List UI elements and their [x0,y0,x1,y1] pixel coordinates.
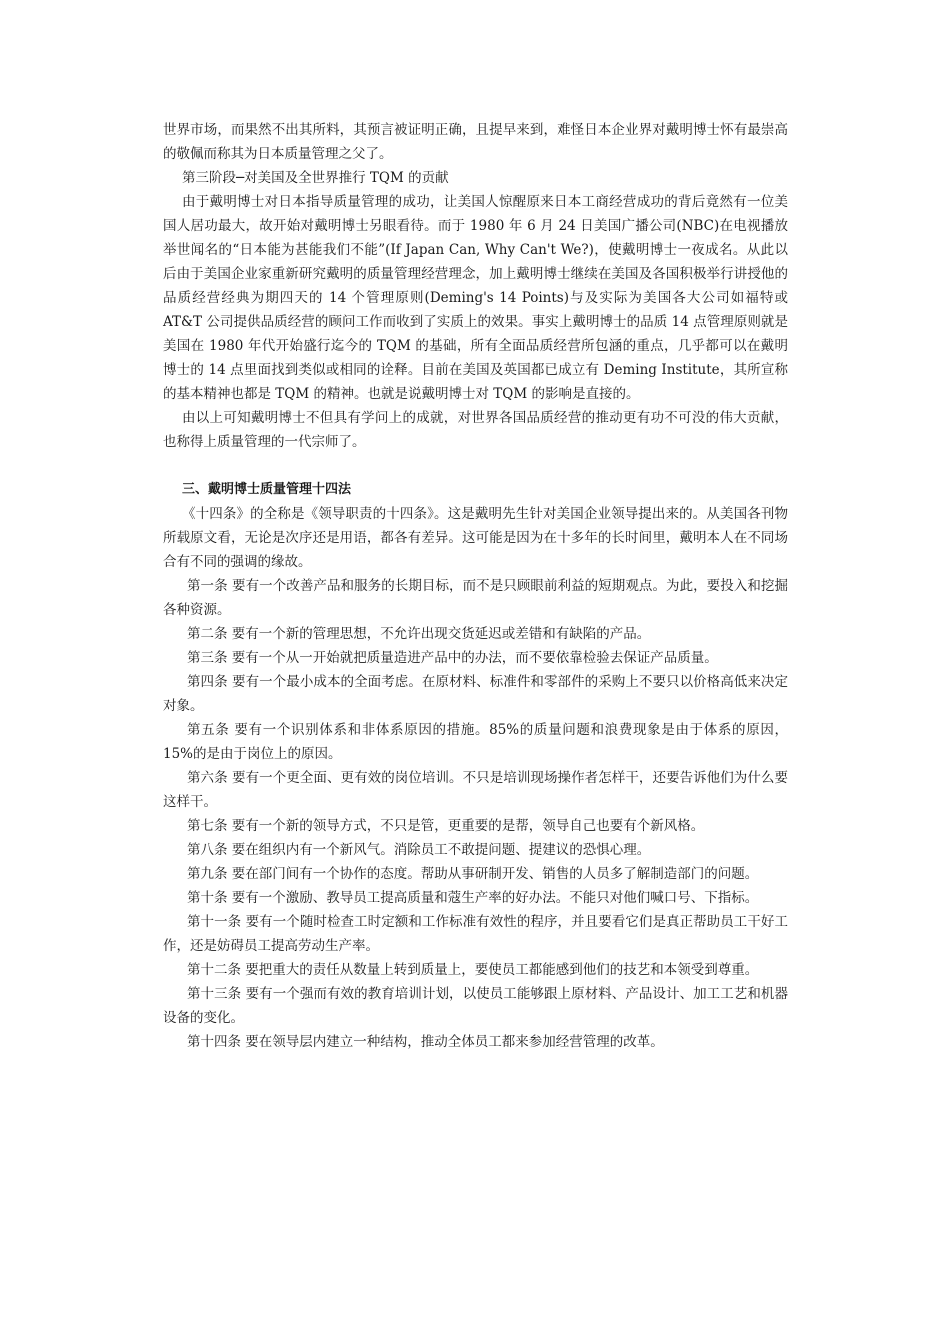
article-1: 第一条 要有一个改善产品和服务的长期目标，而不是只顾眼前利益的短期观点。为此，要投入和挖掘各种资源。 [163,578,788,618]
article-10: 第十条 要有一个激励、教导员工提高质量和蔻生产率的好办法。不能只对他们喊口号、下指标。 [187,890,759,906]
article-2: 第二条 要有一个新的管理思想，不允许出现交货延迟或差错和有缺陷的产品。 [187,626,651,642]
section-heading: 三、戴明博士质量管理十四法 [182,482,352,497]
article-14: 第十四条 要在领导层内建立一种结构，推动全体员工都来参加经营管理的改革。 [187,1034,664,1050]
article-11: 第十一条 要有一个随时检查工时定额和工作标准有效性的程序，并且要看它们是真正帮助员工干好工作，还是妨碍员工提高劳动生产率。 [163,914,788,954]
stage-three-subtitle: 第三阶段─对美国及全世界推行 TQM 的贡献 [182,170,449,186]
article-6: 第六条 要有一个更全面、更有效的岗位培训。不只是培训现场操作者怎样干，还要告诉他们为什么要这样干。 [163,770,788,810]
article-5: 第五条 要有一个识别体系和非体系原因的措施。85%的质量问题和浪费现象是由于体系的原因，15%的是由于岗位上的原因。 [163,722,788,762]
paragraph-summary: 由以上可知戴明博士不但具有学问上的成就，对世界各国品质经营的推动更有功不可没的伟大贡献，也称得上质量管理的一代宗师了。 [163,410,788,450]
article-8: 第八条 要在组织内有一个新风气。消除员工不敢提问题、提建议的恐惧心理。 [187,842,651,858]
article-3: 第三条 要有一个从一开始就把质量造进产品中的办法，而不要依靠检验去保证产品质量。 [187,650,718,666]
document-page [163,118,788,1054]
paragraph-continuation: 世界市场，而果然不出其所料，其预言被证明正确，且提早来到，难怪日本企业界对戴明博士怀有最崇高的敬佩而称其为日本质量管理之父了。 [163,122,788,162]
article-13: 第十三条 要有一个强而有效的教育培训计划，以使员工能够跟上原材料、产品设计、加工工艺和机器设备的变化。 [163,986,788,1026]
article-4: 第四条 要有一个最小成本的全面考虑。在原材料、标准件和零部件的采购上不要只以价格高低来决定对象。 [163,674,788,714]
article-9: 第九条 要在部门间有一个协作的态度。帮助从事研制开发、销售的人员多了解制造部门的问题。 [187,866,759,882]
section-intro: 《十四条》的全称是《领导职责的十四条》。这是戴明先生针对美国企业领导提出来的。从美国各刊物所载原文看，无论是次序还是用语，都各有差异。这可能是因为在十多年的长时间里，戴明本人在不同场合有不同的强调的缘故。 [163,506,788,570]
article-7: 第七条 要有一个新的领导方式，不只是管，更重要的是帮，领导自己也要有个新风格。 [187,818,705,834]
article-12: 第十二条 要把重大的责任从数量上转到质量上，要使员工都能感到他们的技艺和本领受到尊重。 [187,962,759,978]
paragraph-tqm-contribution: 由于戴明博士对日本指导质量管理的成功，让美国人惊醒原来日本工商经营成功的背后竟然有一位美国人居功最大，故开始对戴明博士另眼看待。而于 1980 年 6 月 24 日美国广播公司(NBC)在电视播放举世闻名的“日本能为甚能我们不能”(If Japan Can, Why Can't We?)，使戴明博士一夜成名。从此以后由于美国企业家重新研究戴明的质量管理经营理念，加上戴明博士继续在美国及各国积极举行讲授他的品质经营经典为期四天的 14 个管理原则(Deming's 14 Points)与及实际为美国各大公司如福特或 AT&T 公司提供品质经营的顾问工作而收到了实质上的效果。事实上戴明博士的品质 14 点管理原则就是美国在 1980 年代开始盛行迄今的 TQM 的基础，所有全面品质经营所包涵的重点，几乎都可以在戴明博士的 14 点里面找到类似或相同的诠释。目前在美国及英国都已成立有 Deming Institute，其所宣称的基本精神也都是 TQM 的精神。也就是说戴明博士对 TQM 的影响是直接的。 [163,194,788,402]
